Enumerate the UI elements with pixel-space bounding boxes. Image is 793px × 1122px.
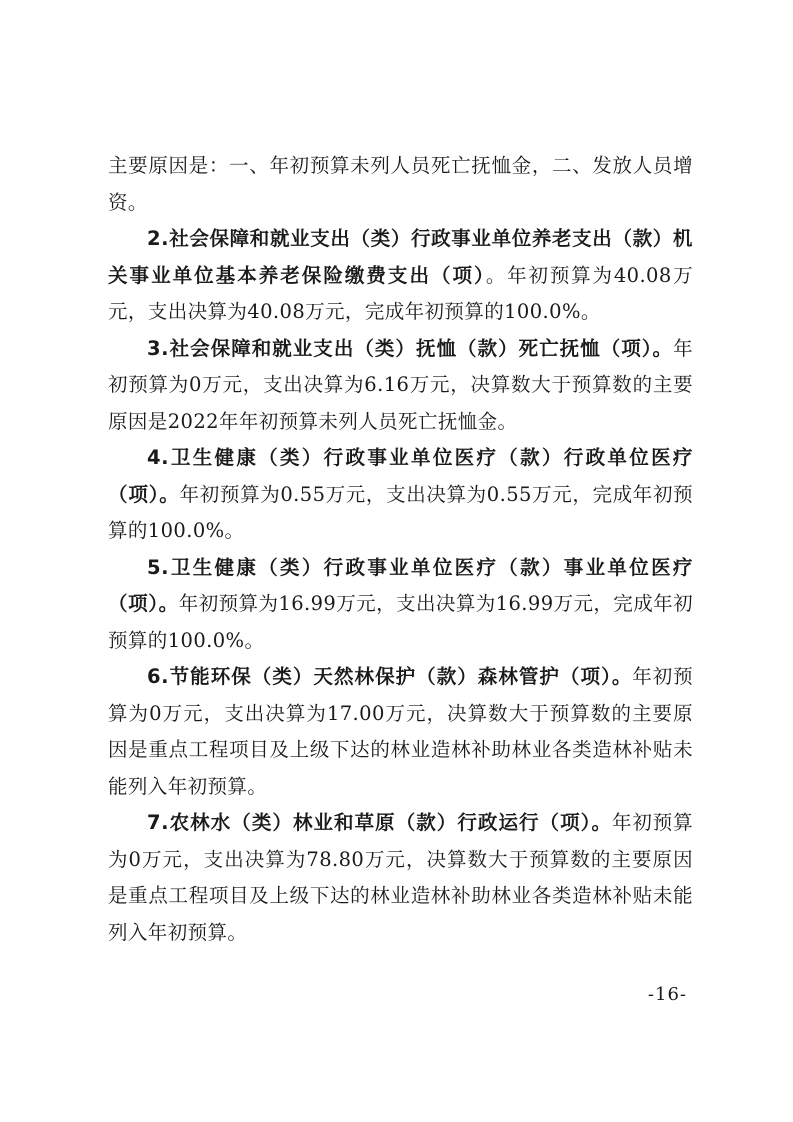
paragraph-item-2 xyxy=(108,221,693,331)
paragraph-text: 年初预算为16.99万元，支出决算为16.99万元，完成年初预算的100.0%。 xyxy=(108,592,693,652)
paragraph-continuation xyxy=(108,148,693,221)
paragraph-item-3 xyxy=(108,331,693,441)
item-heading: 2.社会保障和就业支出（类）行政事业单位养老支出（款）机关事业单位基本养老保险缴费支出（项） xyxy=(108,227,693,287)
paragraph-text: 年初预算为0万元，支出决算为17.00万元，决算数大于预算数的主要原因是重点工程项目及上级下达的林业造林补助林业各类造林补贴未能列入年初预算。 xyxy=(108,665,693,798)
item-heading: 3.社会保障和就业支出（类）抚恤（款）死亡抚恤（项）。 xyxy=(147,336,674,360)
paragraph-item-4 xyxy=(108,440,693,550)
paragraph-item-5 xyxy=(108,550,693,660)
item-heading: 4.卫生健康（类）行政事业单位医疗（款）行政单位医疗（项）。 xyxy=(108,446,693,506)
paragraph-text: 年初预算为0.55万元，支出决算为0.55万元，完成年初预算的100.0%。 xyxy=(108,482,693,542)
paragraph-text: 。年初预算为40.08万元，支出决算为40.08万元，完成年初预算的100.0%。 xyxy=(108,263,693,323)
paragraph-item-6 xyxy=(108,659,693,805)
paragraph-text: 年初预算为0万元，支出决算为6.16万元，决算数大于预算数的主要原因是2022年年初预算未列人员死亡抚恤金。 xyxy=(108,336,693,433)
item-heading: 5.卫生健康（类）行政事业单位医疗（款）事业单位医疗（项）。 xyxy=(108,555,693,615)
item-heading: 7.农林水（类）林业和草原（款）行政运行（项）。 xyxy=(147,811,613,834)
paragraph-item-7 xyxy=(108,805,693,951)
paragraph-text: 主要原因是：一、年初预算未列人员死亡抚恤金，二、发放人员增资。 xyxy=(108,154,693,214)
page-number: -16- xyxy=(647,984,687,1005)
item-heading: 6.节能环保（类）天然林保护（款）森林管护（项）。 xyxy=(147,665,633,688)
document-body xyxy=(108,148,693,951)
paragraph-text: 年初预算为0万元，支出决算为78.80万元，决算数大于预算数的主要原因是重点工程项目及上级下达的林业造林补助林业各类造林补贴未能列入年初预算。 xyxy=(108,811,693,944)
